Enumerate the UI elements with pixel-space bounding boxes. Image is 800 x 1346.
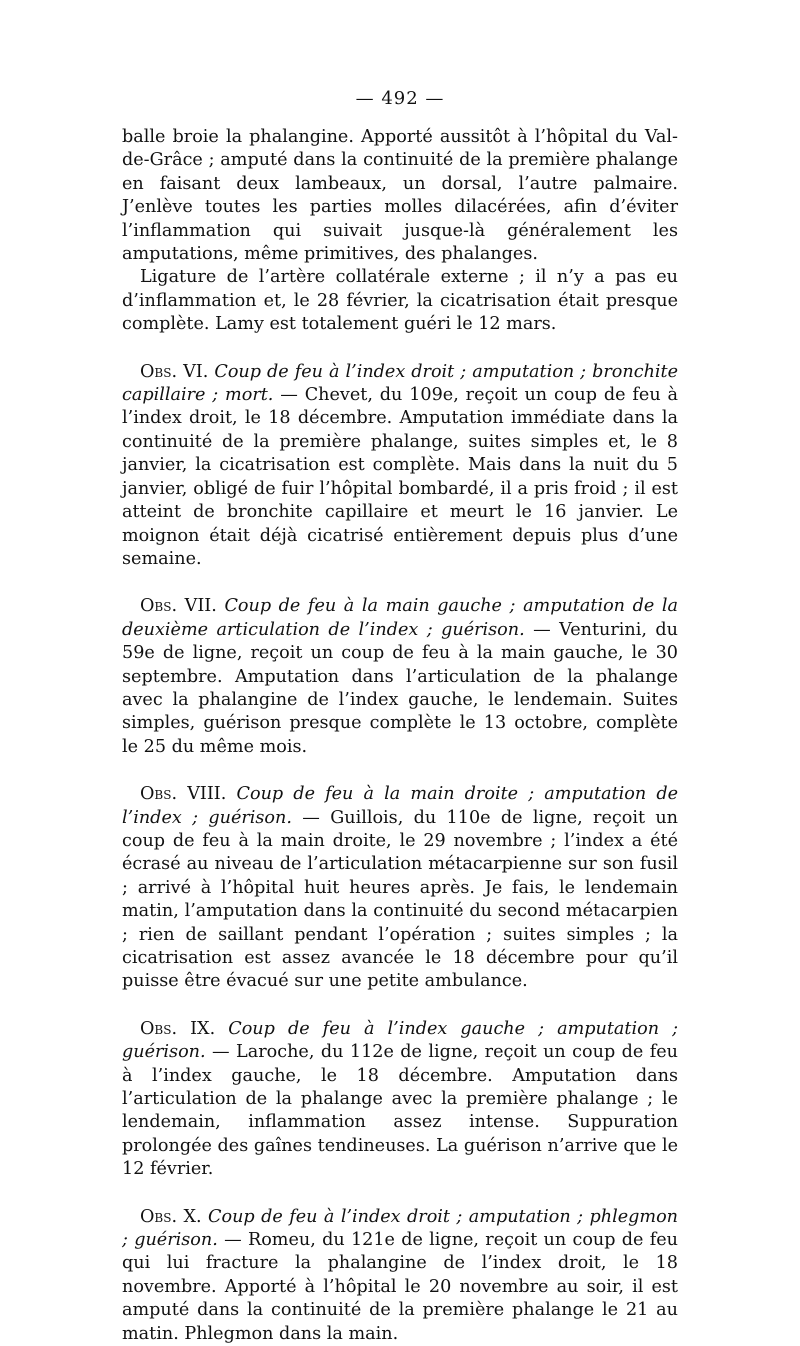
observation-10 — [122, 1206, 678, 1346]
observation-paragraph — [122, 783, 678, 994]
observation-6 — [122, 361, 678, 572]
observation-title: Coup de feu à l’index gauche ; amputation ; guérison. — [122, 1018, 679, 1063]
page-number: — 492 — — [355, 88, 445, 109]
observation-text: — Chevet, du 109e, reçoit un coup de feu à l’index droit, le 18 décembre. Amputation immédiate dans la continuité de la première phalange, suites simples et, le 8 janvier, la cicatrisation est complète. Mais dans la nuit du 5 janvier, obligé de fuir l’hôpital bombardé, il a pris froid ; il est atteint de bronchite capillaire et meurt le 16 janvier. Le moignon était déjà cicatrisé entièrement depuis plus d’une semaine. — [122, 385, 678, 569]
book-page — [122, 88, 678, 1346]
observation-title: Coup de feu à la main gauche ; amputation de la deuxième articulation de l’index ; guérison. — [122, 596, 678, 640]
observation-label: Obs. VIII. — [140, 784, 227, 805]
observation-paragraph — [122, 595, 678, 759]
observation-title: Coup de feu à l’index droit ; amputation ; phlegmon ; guérison. — [122, 1206, 679, 1251]
observation-text: — Laroche, du 112e de ligne, reçoit un coup de feu à l’index gauche, le 18 décembre. Amputation dans l’articulation de la phalange avec la première phalange ; le lendemain, inflammation assez intense. Suppuration prolongée des gaînes tendineuses. La guérison n’arrive que le 12 février. — [122, 1042, 679, 1180]
observation-paragraph — [122, 1018, 678, 1182]
intro-paragraph-2: Ligature de l’artère collatérale externe ; il n’y a pas eu d’inflammation et, le 28 février, la cicatrisation était presque complète. Lamy est totalement guéri le 12 mars. — [122, 267, 678, 335]
observation-paragraph — [122, 361, 678, 572]
observation-text: — Venturini, du 59e de ligne, reçoit un coup de feu à la main gauche, le 30 septembre. Amputation dans l’articulation de la phalange avec la phalangine de l’index gauche, le lendemain. Suites simples, guérison presque complète le 13 octobre, complète le 25 du même mois. — [122, 619, 678, 757]
observation-title: Coup de feu à l’index droit ; amputation ; bronchite capillaire ; mort. — [122, 361, 679, 406]
observation-paragraph — [122, 1206, 678, 1346]
observation-label: Obs. IX. — [140, 1018, 216, 1039]
observation-9 — [122, 1018, 678, 1182]
observation-label: Obs. VI. — [140, 361, 209, 382]
intro-paragraph-1: balle broie la phalangine. Apporté aussitôt à l’hôpital du Val-de-Grâce ; amputé dans la continuité de la première phalange en faisant deux lambeaux, un dorsal, l’autre palmaire. J’enlève toutes les parties molles dilacérées, afin d’éviter l’inflammation qui suivait jusque-là généralement les amputations, même primitives, des phalanges. — [122, 127, 678, 265]
observation-title: Coup de feu à la main droite ; amputation de l’index ; guérison. — [122, 784, 679, 828]
observation-text: — Guillois, du 110e de ligne, reçoit un coup de feu à la main droite, le 29 novembre ; l’index a été écrasé au niveau de l’articulation métacarpienne sur son fusil ; arrivé à l’hôpital huit heures après. Je fais, le lendemain matin, l’amputation dans la continuité du second métacarpien ; rien de saillant pendant l’opération ; suites simples ; la cicatrisation est assez avancée le 18 décembre pour qu’il puisse être évacué sur une petite ambulance. — [122, 807, 678, 992]
observation-7 — [122, 595, 678, 759]
observation-8 — [122, 783, 678, 994]
observation-label: Obs. X. — [140, 1206, 202, 1227]
observation-text: — Romeu, du 121e de ligne, reçoit un coup de feu qui lui fracture la phalangine de l’index droit, le 18 novembre. Apporté à l’hôpital le 20 novembre au soir, il est amputé dans la continuité de la première phalange le 21 au matin. Phlegmon dans la main. — [122, 1230, 678, 1344]
observation-label: Obs. VII. — [140, 596, 217, 617]
